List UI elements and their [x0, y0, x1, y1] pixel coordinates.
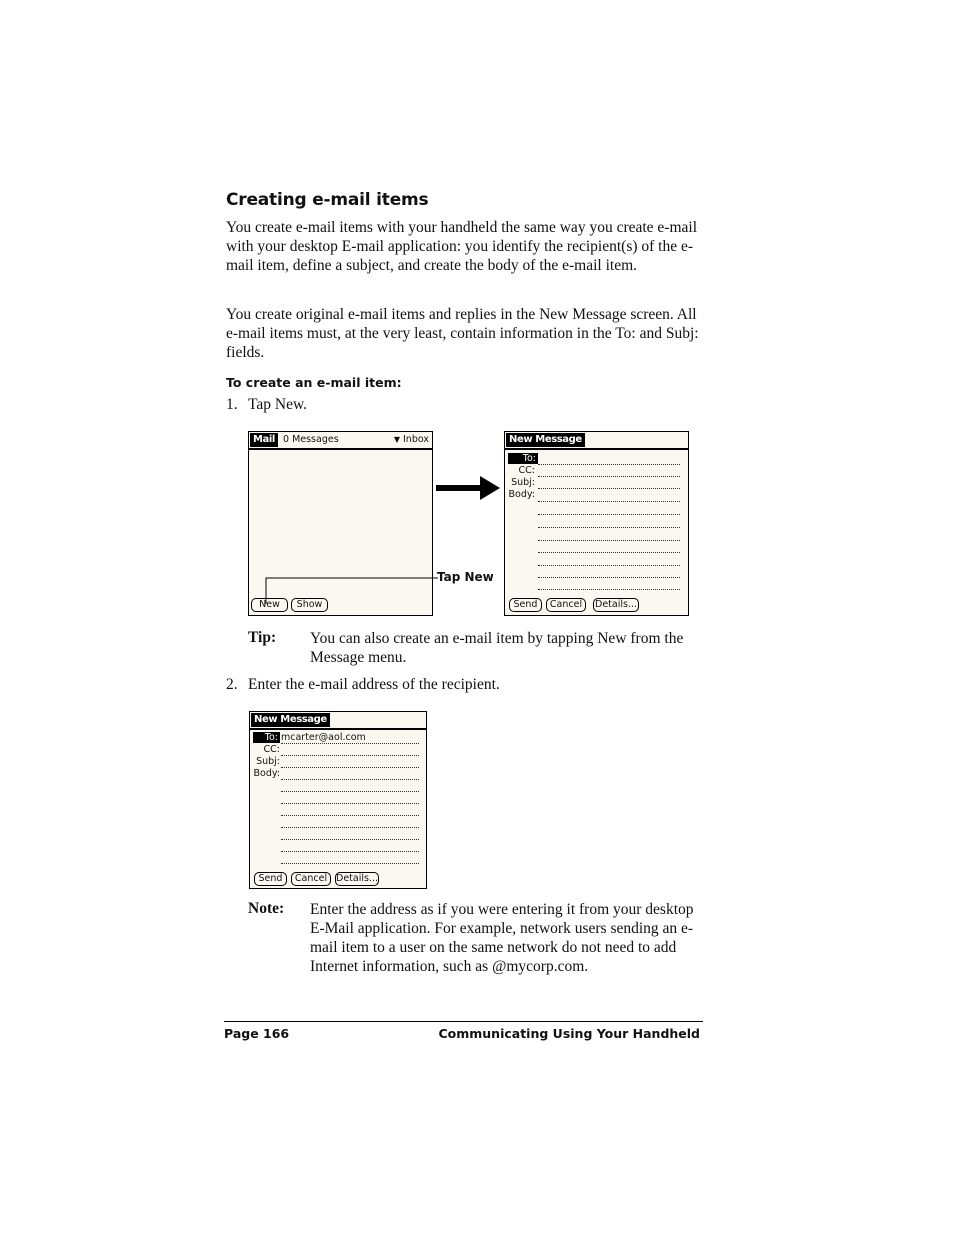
right-arrow-icon: [436, 474, 502, 502]
new-button[interactable]: New: [251, 598, 288, 612]
chapter-title: Communicating Using Your Handheld: [438, 1026, 700, 1041]
step-2: [226, 675, 500, 694]
new-message-screen: [504, 431, 689, 616]
step-number: 1.: [226, 396, 238, 413]
cc-label[interactable]: CC:: [263, 744, 280, 755]
message-count: 0 Messages: [283, 434, 339, 445]
send-button[interactable]: Send: [509, 598, 542, 612]
new-message-tab: New Message: [506, 433, 585, 447]
folder-label: Inbox: [403, 434, 429, 445]
section-heading: Creating e-mail items: [226, 190, 429, 210]
step-text: Enter the e-mail address of the recipient.: [248, 676, 500, 693]
show-button[interactable]: Show: [291, 598, 328, 612]
step-text: Tap New.: [248, 396, 308, 413]
title-bar: [505, 432, 688, 450]
body-label[interactable]: Body:: [508, 489, 535, 500]
mail-tab: Mail: [250, 433, 278, 447]
to-label[interactable]: To:: [253, 732, 280, 743]
cancel-button[interactable]: Cancel: [546, 598, 586, 612]
dropdown-arrow-icon: ▼: [393, 435, 400, 444]
new-message-tab: New Message: [251, 713, 330, 727]
second-paragraph: You create original e-mail items and replies in the New Message screen. All e-mail items must, at the very least, contain information in the To: and Subj: fields.: [226, 306, 699, 361]
tip-text: You can also create an e-mail item by tapping New from the Message menu.: [310, 630, 684, 666]
details-button[interactable]: Details...: [595, 599, 637, 610]
subj-label[interactable]: Subj:: [511, 477, 535, 488]
note-text: Enter the address as if you were entering it from your desktop E-Mail application. For example, network users sending an e-mail item to a user on the same network do not need to add Internet information, such as @mycorp.com.: [310, 901, 694, 975]
folder-picker[interactable]: [394, 434, 429, 445]
step-1: [226, 395, 307, 414]
title-bar: [249, 432, 432, 450]
details-button[interactable]: Details...: [336, 873, 378, 884]
page-number: Page 166: [224, 1026, 290, 1041]
subj-label[interactable]: Subj:: [256, 756, 280, 767]
to-label[interactable]: To:: [508, 453, 538, 464]
new-message-filled-screen: [249, 711, 427, 889]
send-button[interactable]: Send: [254, 872, 287, 886]
callout-leader-line: [262, 570, 442, 610]
to-field-value[interactable]: mcarter@aol.com: [281, 732, 366, 743]
body-label[interactable]: Body:: [253, 768, 280, 779]
step-number: 2.: [226, 676, 238, 693]
note-label: Note:: [248, 900, 285, 917]
tap-new-callout: Tap New: [437, 570, 494, 584]
intro-paragraph: You create e-mail items with your handheld the same way you create e-mail with your desktop E-mail application: you identify the recipient(s) of the e-mail item, define a subject, and create the body of the e-mail item.: [226, 219, 698, 274]
title-bar: [250, 712, 426, 730]
cancel-button[interactable]: Cancel: [291, 872, 331, 886]
footer-rule: [224, 1021, 703, 1022]
cc-label[interactable]: CC:: [518, 465, 535, 476]
procedure-title: To create an e-mail item:: [226, 375, 402, 390]
tip-label: Tip:: [248, 629, 277, 646]
